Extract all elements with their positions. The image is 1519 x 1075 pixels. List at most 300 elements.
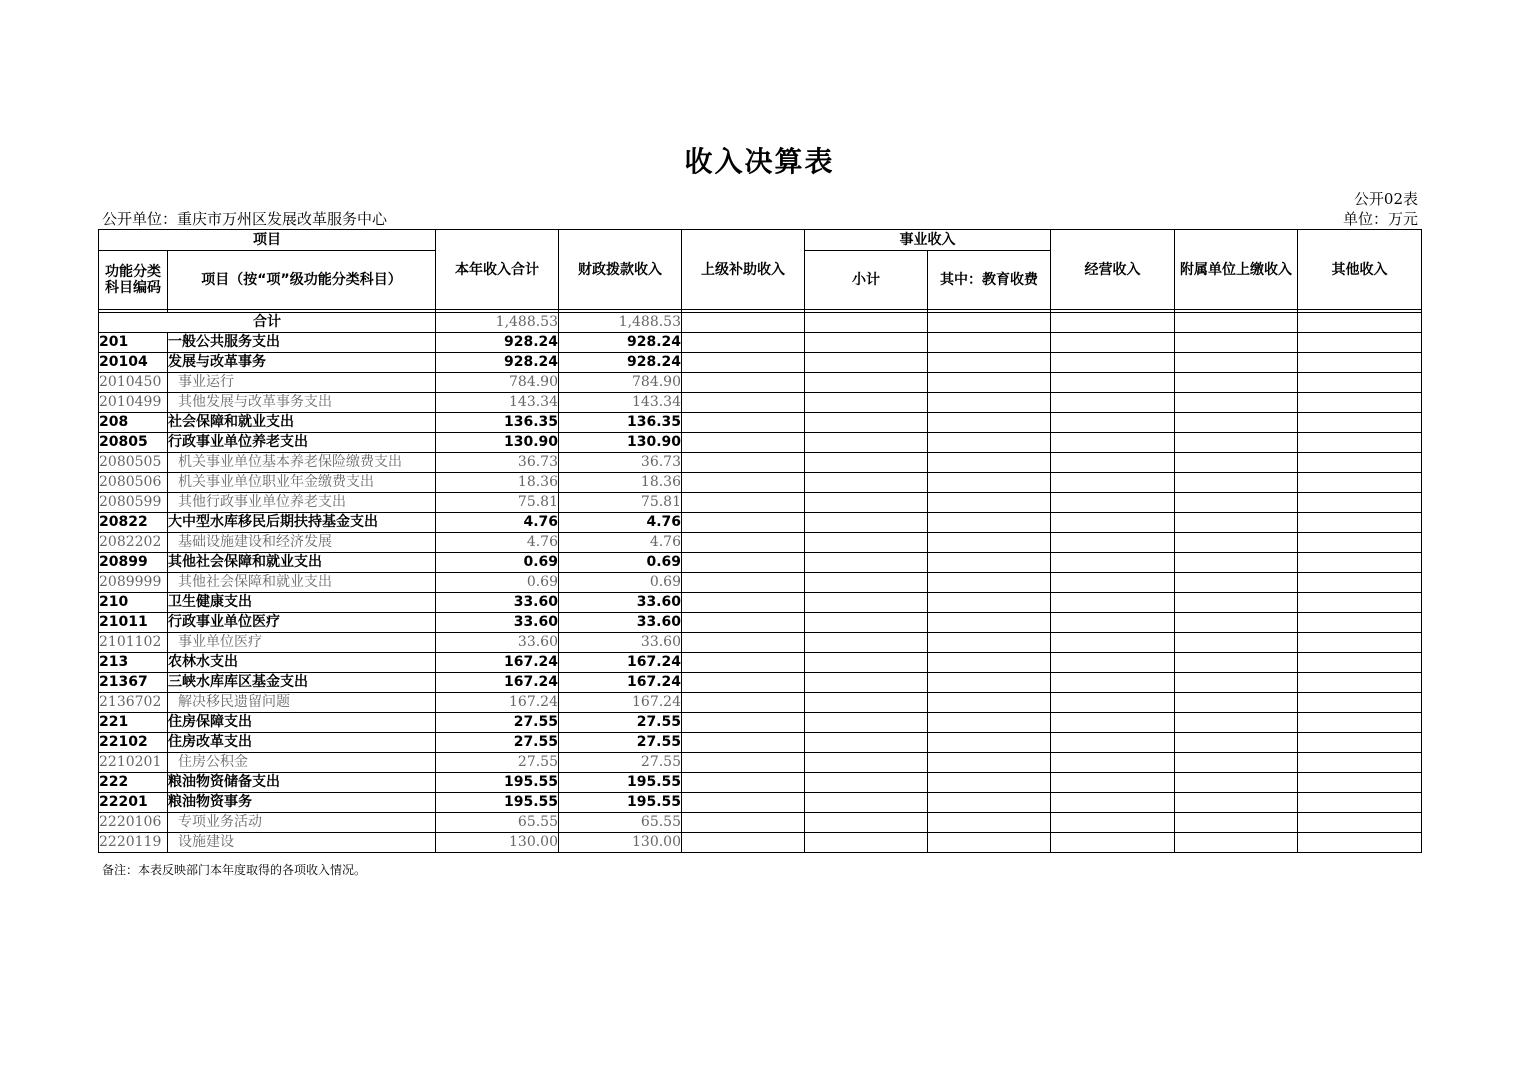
empty-cell <box>1175 673 1298 693</box>
empty-cell <box>1175 413 1298 433</box>
row-fiscal-allocation: 167.24 <box>559 693 682 713</box>
empty-cell <box>805 773 928 793</box>
empty-cell <box>1298 673 1422 693</box>
row-code: 22102 <box>99 733 168 753</box>
header-other-income: 其他收入 <box>1298 230 1422 310</box>
row-code: 2080505 <box>99 453 168 473</box>
empty-cell <box>1175 533 1298 553</box>
row-total-income: 143.34 <box>436 393 559 413</box>
row-item-name: 住房公积金 <box>168 753 436 773</box>
empty-cell <box>1298 393 1422 413</box>
table-row <box>99 713 1422 733</box>
table-body <box>99 310 1422 853</box>
row-total-income: 36.73 <box>436 453 559 473</box>
row-total-income: 4.76 <box>436 513 559 533</box>
empty-cell <box>805 673 928 693</box>
empty-cell <box>805 433 928 453</box>
empty-cell <box>682 833 805 853</box>
row-item-name: 事业运行 <box>168 373 436 393</box>
empty-cell <box>682 553 805 573</box>
row-code: 2080599 <box>99 493 168 513</box>
empty-cell <box>928 613 1051 633</box>
row-fiscal-allocation: 4.76 <box>559 513 682 533</box>
empty-cell <box>1051 673 1175 693</box>
row-item-name: 住房保障支出 <box>168 713 436 733</box>
header-fiscal-allocation: 财政拨款收入 <box>559 230 682 310</box>
row-code: 22201 <box>99 793 168 813</box>
empty-cell <box>1051 373 1175 393</box>
empty-cell <box>928 673 1051 693</box>
row-total-income: 784.90 <box>436 373 559 393</box>
empty-cell <box>805 373 928 393</box>
empty-cell <box>928 733 1051 753</box>
empty-cell <box>805 833 928 853</box>
total-row <box>99 313 1422 333</box>
row-total-income: 928.24 <box>436 333 559 353</box>
empty-cell <box>1175 553 1298 573</box>
empty-cell <box>1298 633 1422 653</box>
row-item-name: 设施建设 <box>168 833 436 853</box>
empty-cell <box>805 353 928 373</box>
empty-cell <box>1051 333 1175 353</box>
row-code: 2010450 <box>99 373 168 393</box>
row-fiscal-allocation: 18.36 <box>559 473 682 493</box>
row-item-name: 其他行政事业单位养老支出 <box>168 493 436 513</box>
row-code: 20805 <box>99 433 168 453</box>
row-item-name: 其他社会保障和就业支出 <box>168 573 436 593</box>
empty-cell <box>805 593 928 613</box>
empty-cell <box>805 553 928 573</box>
row-total-income: 0.69 <box>436 553 559 573</box>
row-item-name: 农林水支出 <box>168 653 436 673</box>
empty-cell <box>805 513 928 533</box>
empty-cell <box>682 793 805 813</box>
reporting-organization: 公开单位：重庆市万州区发展改革服务中心 <box>102 210 388 228</box>
empty-cell <box>1298 353 1422 373</box>
empty-cell <box>1298 653 1422 673</box>
row-fiscal-allocation: 33.60 <box>559 613 682 633</box>
empty-cell <box>1298 613 1422 633</box>
table-row <box>99 353 1422 373</box>
row-total-income: 27.55 <box>436 733 559 753</box>
empty-cell <box>805 453 928 473</box>
empty-cell <box>682 673 805 693</box>
row-code: 2136702 <box>99 693 168 713</box>
empty-cell <box>928 553 1051 573</box>
empty-cell <box>682 813 805 833</box>
empty-cell <box>682 533 805 553</box>
total-fiscal-value: 1,488.53 <box>559 313 682 333</box>
table-row <box>99 553 1422 573</box>
empty-cell <box>682 713 805 733</box>
row-item-name: 发展与改革事务 <box>168 353 436 373</box>
empty-cell <box>928 453 1051 473</box>
row-fiscal-allocation: 130.90 <box>559 433 682 453</box>
empty-cell <box>928 793 1051 813</box>
empty-cell <box>805 393 928 413</box>
table-row <box>99 333 1422 353</box>
empty-cell <box>1051 813 1175 833</box>
header-affiliated-income: 附属单位上缴收入 <box>1175 230 1298 310</box>
empty-cell <box>928 833 1051 853</box>
empty-cell <box>1298 573 1422 593</box>
row-total-income: 195.55 <box>436 773 559 793</box>
empty-cell <box>1051 633 1175 653</box>
total-label: 合计 <box>99 313 436 333</box>
empty-cell <box>1298 593 1422 613</box>
empty-cell <box>928 573 1051 593</box>
empty-cell <box>1298 813 1422 833</box>
empty-cell <box>928 713 1051 733</box>
empty-cell <box>1298 733 1422 753</box>
empty-cell <box>682 333 805 353</box>
empty-cell <box>1175 573 1298 593</box>
money-unit: 单位：万元 <box>1342 210 1418 228</box>
empty-cell <box>1298 453 1422 473</box>
row-fiscal-allocation: 33.60 <box>559 593 682 613</box>
header-superior-subsidy: 上级补助收入 <box>682 230 805 310</box>
empty-cell <box>1175 593 1298 613</box>
empty-cell <box>805 333 928 353</box>
table-row <box>99 593 1422 613</box>
table-row <box>99 653 1422 673</box>
table-row <box>99 793 1422 813</box>
table-row <box>99 673 1422 693</box>
footnote: 备注：本表反映部门本年度取得的各项收入情况。 <box>102 863 367 877</box>
row-code: 2101102 <box>99 633 168 653</box>
row-item-name: 专项业务活动 <box>168 813 436 833</box>
row-total-income: 130.90 <box>436 433 559 453</box>
empty-cell <box>928 593 1051 613</box>
empty-cell <box>682 493 805 513</box>
row-item-name: 机关事业单位基本养老保险缴费支出 <box>168 453 436 473</box>
empty-cell <box>1051 713 1175 733</box>
empty-cell <box>1298 373 1422 393</box>
row-item-name: 社会保障和就业支出 <box>168 413 436 433</box>
empty-cell <box>1175 813 1298 833</box>
empty-cell <box>1051 693 1175 713</box>
income-statement-table <box>98 229 1422 853</box>
row-item-name: 一般公共服务支出 <box>168 333 436 353</box>
empty-cell <box>1175 693 1298 713</box>
row-item-name: 其他发展与改革事务支出 <box>168 393 436 413</box>
row-total-income: 130.00 <box>436 833 559 853</box>
row-item-name: 机关事业单位职业年金缴费支出 <box>168 473 436 493</box>
empty-cell <box>1175 613 1298 633</box>
table-row <box>99 493 1422 513</box>
row-total-income: 4.76 <box>436 533 559 553</box>
header-code: 功能分类科目编码 <box>99 251 168 310</box>
empty-cell <box>1051 473 1175 493</box>
table-row <box>99 773 1422 793</box>
row-item-name: 行政事业单位养老支出 <box>168 433 436 453</box>
empty-cell <box>682 413 805 433</box>
header-total-income: 本年收入合计 <box>436 230 559 310</box>
header-subtotal: 小计 <box>805 251 928 310</box>
empty-cell <box>928 653 1051 673</box>
row-fiscal-allocation: 33.60 <box>559 633 682 653</box>
empty-cell <box>1298 473 1422 493</box>
empty-cell <box>1175 733 1298 753</box>
empty-cell <box>1051 493 1175 513</box>
table-row <box>99 633 1422 653</box>
empty-cell <box>1175 793 1298 813</box>
empty-cell <box>1175 713 1298 733</box>
empty-cell <box>805 793 928 813</box>
table-row <box>99 393 1422 413</box>
row-fiscal-allocation: 4.76 <box>559 533 682 553</box>
row-total-income: 195.55 <box>436 793 559 813</box>
empty-cell <box>1175 773 1298 793</box>
row-code: 2220106 <box>99 813 168 833</box>
row-code: 2089999 <box>99 573 168 593</box>
empty-cell <box>1175 373 1298 393</box>
row-fiscal-allocation: 0.69 <box>559 573 682 593</box>
empty-cell <box>1175 753 1298 773</box>
empty-cell <box>928 693 1051 713</box>
row-total-income: 167.24 <box>436 653 559 673</box>
empty-cell <box>1051 773 1175 793</box>
row-total-income: 65.55 <box>436 813 559 833</box>
empty-cell <box>1298 693 1422 713</box>
empty-cell <box>805 413 928 433</box>
empty-cell <box>1175 653 1298 673</box>
empty-cell <box>682 633 805 653</box>
row-fiscal-allocation: 167.24 <box>559 653 682 673</box>
empty-cell <box>928 353 1051 373</box>
row-fiscal-allocation: 167.24 <box>559 673 682 693</box>
empty-cell <box>1051 553 1175 573</box>
empty-cell <box>928 533 1051 553</box>
total-income-value: 1,488.53 <box>436 313 559 333</box>
empty-cell <box>805 733 928 753</box>
row-code: 2210201 <box>99 753 168 773</box>
table-row <box>99 753 1422 773</box>
header-item: 项目 <box>99 230 436 251</box>
empty-cell <box>1175 453 1298 473</box>
row-total-income: 33.60 <box>436 593 559 613</box>
row-total-income: 18.36 <box>436 473 559 493</box>
row-fiscal-allocation: 130.00 <box>559 833 682 853</box>
table-row <box>99 733 1422 753</box>
empty-cell <box>682 453 805 473</box>
empty-cell <box>1298 413 1422 433</box>
row-total-income: 33.60 <box>436 633 559 653</box>
table-row <box>99 373 1422 393</box>
row-total-income: 33.60 <box>436 613 559 633</box>
empty-cell <box>928 753 1051 773</box>
table-row <box>99 413 1422 433</box>
empty-cell <box>1298 493 1422 513</box>
row-code: 21367 <box>99 673 168 693</box>
empty-cell <box>928 373 1051 393</box>
empty-cell <box>1298 713 1422 733</box>
page-title: 收入决算表 <box>684 145 835 178</box>
row-code: 20822 <box>99 513 168 533</box>
empty-cell <box>1298 533 1422 553</box>
empty-cell <box>928 393 1051 413</box>
empty-cell <box>1051 513 1175 533</box>
row-total-income: 167.24 <box>436 673 559 693</box>
empty-cell <box>1051 613 1175 633</box>
row-fiscal-allocation: 195.55 <box>559 793 682 813</box>
empty-cell <box>1175 513 1298 533</box>
empty-cell <box>928 333 1051 353</box>
empty-cell <box>1051 833 1175 853</box>
empty-cell <box>1175 433 1298 453</box>
empty-cell <box>1175 493 1298 513</box>
empty-cell <box>682 513 805 533</box>
row-item-name: 粮油物资事务 <box>168 793 436 813</box>
row-code: 21011 <box>99 613 168 633</box>
table-row <box>99 513 1422 533</box>
row-code: 2010499 <box>99 393 168 413</box>
empty-cell <box>1175 393 1298 413</box>
row-fiscal-allocation: 65.55 <box>559 813 682 833</box>
row-fiscal-allocation: 195.55 <box>559 773 682 793</box>
empty-cell <box>682 473 805 493</box>
empty-cell <box>682 433 805 453</box>
empty-cell <box>1175 353 1298 373</box>
empty-cell <box>928 513 1051 533</box>
empty-cell <box>1298 833 1422 853</box>
row-total-income: 0.69 <box>436 573 559 593</box>
empty-cell <box>928 413 1051 433</box>
empty-cell <box>682 573 805 593</box>
row-item-name: 大中型水库移民后期扶持基金支出 <box>168 513 436 533</box>
row-total-income: 928.24 <box>436 353 559 373</box>
table-row <box>99 573 1422 593</box>
empty-cell <box>1175 473 1298 493</box>
row-fiscal-allocation: 36.73 <box>559 453 682 473</box>
row-code: 201 <box>99 333 168 353</box>
empty-cell <box>1175 633 1298 653</box>
empty-cell <box>805 633 928 653</box>
table-row <box>99 473 1422 493</box>
row-item-name: 解决移民遗留问题 <box>168 693 436 713</box>
empty-cell <box>1051 453 1175 473</box>
row-fiscal-allocation: 136.35 <box>559 413 682 433</box>
empty-cell <box>928 813 1051 833</box>
empty-cell <box>805 713 928 733</box>
empty-cell <box>805 813 928 833</box>
empty-cell <box>1051 753 1175 773</box>
empty-cell <box>928 773 1051 793</box>
empty-cell <box>682 393 805 413</box>
row-fiscal-allocation: 784.90 <box>559 373 682 393</box>
empty-cell <box>1051 593 1175 613</box>
header-item-name: 项目（按“项”级功能分类科目） <box>168 251 436 310</box>
row-code: 210 <box>99 593 168 613</box>
empty-cell <box>928 633 1051 653</box>
row-item-name: 行政事业单位医疗 <box>168 613 436 633</box>
empty-cell <box>1051 533 1175 553</box>
row-code: 2220119 <box>99 833 168 853</box>
row-total-income: 167.24 <box>436 693 559 713</box>
row-code: 2080506 <box>99 473 168 493</box>
empty-cell <box>682 593 805 613</box>
empty-cell <box>1298 433 1422 453</box>
table-row <box>99 433 1422 453</box>
empty-cell <box>1051 433 1175 453</box>
empty-cell <box>682 653 805 673</box>
empty-cell <box>1051 393 1175 413</box>
empty-cell <box>1051 653 1175 673</box>
empty-cell <box>805 533 928 553</box>
row-total-income: 136.35 <box>436 413 559 433</box>
row-fiscal-allocation: 143.34 <box>559 393 682 413</box>
empty-cell <box>805 693 928 713</box>
row-fiscal-allocation: 27.55 <box>559 733 682 753</box>
empty-cell <box>682 733 805 753</box>
empty-cell <box>928 473 1051 493</box>
table-row <box>99 693 1422 713</box>
empty-cell <box>682 773 805 793</box>
empty-cell <box>1175 333 1298 353</box>
form-number: 公开02表 <box>1353 190 1418 208</box>
empty-cell <box>1298 513 1422 533</box>
row-item-name: 事业单位医疗 <box>168 633 436 653</box>
row-total-income: 27.55 <box>436 753 559 773</box>
empty-cell <box>1298 793 1422 813</box>
empty-cell <box>805 573 928 593</box>
row-item-name: 基础设施建设和经济发展 <box>168 533 436 553</box>
empty-cell <box>928 433 1051 453</box>
row-total-income: 75.81 <box>436 493 559 513</box>
empty-cell <box>805 473 928 493</box>
table-row <box>99 833 1422 853</box>
row-fiscal-allocation: 928.24 <box>559 333 682 353</box>
empty-cell <box>1051 573 1175 593</box>
empty-cell <box>1298 773 1422 793</box>
empty-cell <box>1175 833 1298 853</box>
row-item-name: 住房改革支出 <box>168 733 436 753</box>
table-row <box>99 813 1422 833</box>
header-operating-income: 经营收入 <box>1051 230 1175 310</box>
empty-cell <box>805 613 928 633</box>
row-code: 208 <box>99 413 168 433</box>
table-row <box>99 453 1422 473</box>
empty-cell <box>1298 553 1422 573</box>
row-fiscal-allocation: 928.24 <box>559 353 682 373</box>
empty-cell <box>1051 353 1175 373</box>
empty-cell <box>1051 793 1175 813</box>
empty-cell <box>805 493 928 513</box>
empty-cell <box>682 353 805 373</box>
header-career-income: 事业收入 <box>805 230 1051 251</box>
row-item-name: 粮油物资储备支出 <box>168 773 436 793</box>
row-code: 20104 <box>99 353 168 373</box>
row-code: 20899 <box>99 553 168 573</box>
table-row <box>99 613 1422 633</box>
empty-cell <box>805 653 928 673</box>
row-code: 213 <box>99 653 168 673</box>
row-item-name: 其他社会保障和就业支出 <box>168 553 436 573</box>
row-fiscal-allocation: 27.55 <box>559 713 682 733</box>
row-fiscal-allocation: 75.81 <box>559 493 682 513</box>
row-item-name: 卫生健康支出 <box>168 593 436 613</box>
row-fiscal-allocation: 0.69 <box>559 553 682 573</box>
empty-cell <box>682 373 805 393</box>
table-row <box>99 533 1422 553</box>
empty-cell <box>682 753 805 773</box>
empty-cell <box>1051 413 1175 433</box>
row-total-income: 27.55 <box>436 713 559 733</box>
row-fiscal-allocation: 27.55 <box>559 753 682 773</box>
empty-cell <box>1298 333 1422 353</box>
row-code: 2082202 <box>99 533 168 553</box>
empty-cell <box>682 613 805 633</box>
